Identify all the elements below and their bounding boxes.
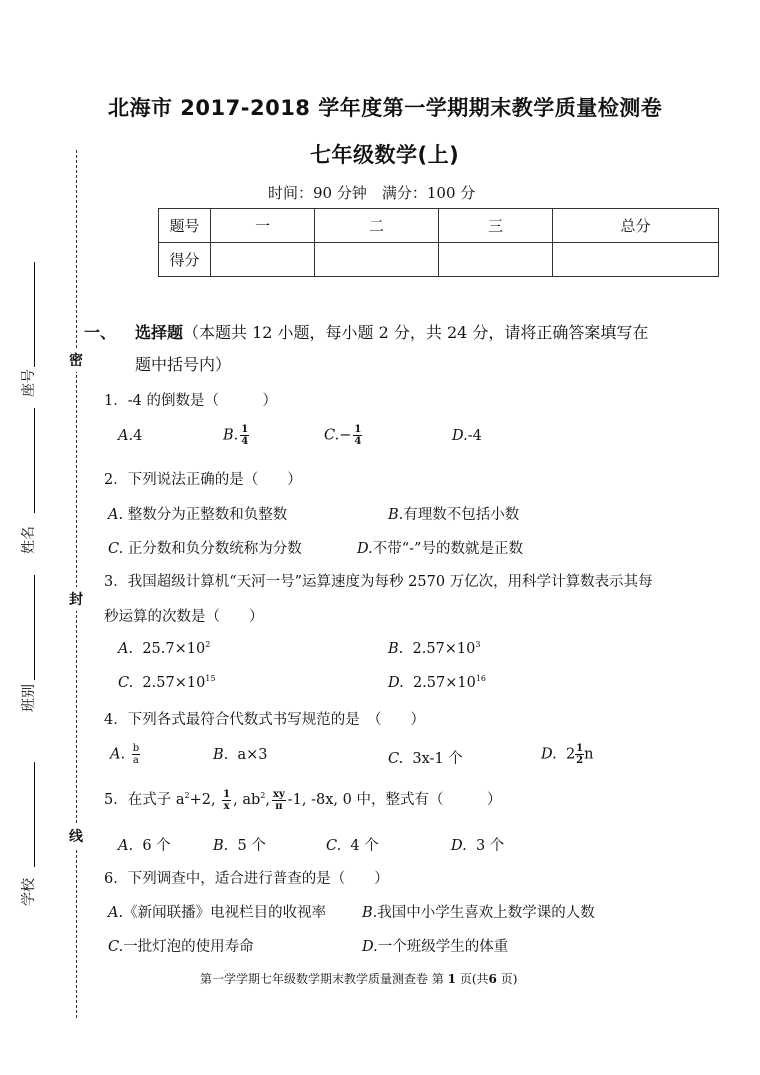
table-cell: 三	[439, 209, 553, 243]
page-number: 1	[447, 972, 457, 986]
fraction-numerator: 1	[354, 424, 362, 435]
q1-option-a[interactable]	[118, 428, 142, 444]
q2-option-c[interactable]	[108, 537, 302, 558]
score-table	[158, 208, 719, 277]
binding-dashed-line	[76, 150, 77, 1018]
option-letter: A.	[108, 905, 124, 921]
option-letter: B.	[362, 905, 378, 921]
option-letter: A.	[118, 428, 134, 444]
option-letter: D.	[362, 939, 378, 955]
footer-text: 页(共	[459, 972, 489, 986]
option-text: 6 个	[142, 838, 171, 854]
option-text: 3 个	[475, 838, 505, 854]
exponent: 2	[184, 791, 190, 801]
option-text: 《新闻联播》电视栏目的收视率	[123, 905, 327, 921]
page-footer	[200, 970, 517, 987]
option-text: a×3	[237, 747, 268, 763]
name-label: 姓名	[21, 526, 37, 554]
option-letter: D.	[357, 541, 373, 557]
fraction-denominator: 4	[241, 436, 249, 447]
score-input-cell[interactable]	[315, 243, 439, 277]
option-letter: D.	[388, 674, 404, 691]
section-heading	[135, 320, 648, 343]
fraction	[353, 424, 362, 447]
question-3-stem: 3．我国超级计算机“天河一号”运算速度为每秒 2570 万亿次，用科学计算数表示其每	[104, 574, 653, 590]
option-letter: D.	[541, 746, 557, 763]
name-blank[interactable]	[34, 408, 35, 513]
option-text: -4	[467, 428, 482, 444]
option-text: 3x-1 个	[412, 751, 463, 767]
seal-char-feng: 封	[69, 587, 83, 611]
footer-text: 页)	[500, 972, 518, 986]
option-letter: A.	[118, 838, 134, 854]
q4-option-b[interactable]	[213, 747, 268, 763]
fraction	[132, 743, 140, 766]
q3-option-b[interactable]	[388, 640, 480, 657]
option-text: n	[584, 746, 594, 763]
option-text: 4 个	[350, 838, 379, 854]
option-letter: A.	[118, 640, 134, 657]
q1-option-b[interactable]	[223, 424, 251, 447]
option-text: 一批灯泡的使用寿命	[123, 939, 254, 955]
q3-option-d[interactable]	[388, 674, 486, 691]
fraction	[240, 424, 249, 447]
question-3-stem-cont: 秒运算的次数是（ ）	[104, 609, 264, 625]
exponent: 3	[475, 640, 481, 649]
option-text: 5 个	[237, 838, 266, 854]
stem-text: , ab	[233, 792, 261, 808]
exam-title: 北海市 2017-2018 学年度第一学期期末教学质量检测卷	[108, 96, 663, 120]
option-text: −	[339, 427, 352, 444]
option-text: 一个班级学生的体重	[377, 939, 509, 955]
seal-char-xian: 线	[69, 824, 83, 848]
table-cell: 得分	[159, 243, 211, 277]
q1-option-c[interactable]	[324, 424, 364, 447]
option-letter: A.	[110, 746, 126, 763]
option-text: 4	[133, 428, 143, 444]
option-letter: C.	[388, 751, 404, 767]
stem-text: -1, -8x, 0 中，整式有（ ）	[287, 792, 502, 808]
fraction-numerator: 1	[223, 788, 231, 800]
q5-option-a[interactable]	[118, 834, 171, 855]
option-text: 25.7×10	[142, 640, 206, 657]
fraction-numerator: 1	[241, 424, 249, 435]
question-6-stem: 6．下列调查中，适合进行普查的是（ ）	[104, 871, 389, 887]
stem-text: 5．在式子 a	[104, 792, 185, 808]
q6-option-b[interactable]	[362, 901, 595, 922]
option-text: 正分数和负分数统称为分数	[127, 541, 302, 557]
seat-number-label: 座号	[21, 369, 37, 397]
table-cell: 二	[315, 209, 439, 243]
q5-option-b[interactable]	[213, 834, 266, 855]
fraction-denominator: a	[132, 755, 139, 766]
section-number: 一、	[84, 323, 117, 342]
score-input-cell[interactable]	[439, 243, 553, 277]
question-1-stem: 1．-4 的倒数是（ ）	[104, 393, 277, 409]
score-input-cell[interactable]	[553, 243, 719, 277]
footer-text: 第一学学期七年级数学期末教学质量测查卷 第	[200, 972, 444, 986]
total-pages: 6	[488, 972, 497, 986]
question-4-stem: 4．下列各式最符合代数式书写规范的是 （ ）	[104, 712, 425, 728]
option-text: 2.57×10	[142, 674, 206, 691]
section-description-cont: 题中括号内）	[135, 355, 232, 374]
option-text: 有理数不包括小数	[403, 507, 520, 523]
time-info: 时间：90 分钟 满分：100 分	[268, 184, 476, 202]
fraction-numerator: xy	[273, 788, 285, 800]
q5-option-c[interactable]	[326, 834, 379, 855]
q4-option-c[interactable]	[388, 747, 463, 768]
seal-char-mi: 密	[69, 348, 83, 372]
fraction	[222, 789, 231, 812]
option-letter: C.	[108, 939, 124, 955]
exponent: 15	[205, 674, 216, 683]
q2-option-d[interactable]	[357, 537, 523, 558]
fraction-denominator: π	[275, 800, 283, 812]
q4-option-d[interactable]	[541, 743, 593, 766]
score-table-row	[159, 209, 719, 243]
score-input-cell[interactable]	[211, 243, 315, 277]
fraction-numerator: b	[132, 743, 140, 754]
fraction	[575, 743, 584, 766]
option-letter: D.	[452, 428, 468, 444]
q3-option-c[interactable]	[118, 674, 215, 691]
option-text: 整数分为正整数和负整数	[127, 507, 288, 523]
question-5-stem	[104, 788, 501, 812]
score-table-row	[159, 243, 719, 277]
option-letter: B.	[388, 507, 404, 523]
stem-text: +2,	[189, 792, 216, 808]
table-cell: 总分	[553, 209, 719, 243]
seat-number-blank[interactable]	[34, 262, 35, 367]
option-letter: A.	[108, 507, 124, 523]
q6-option-a[interactable]	[108, 901, 326, 922]
option-letter: C.	[324, 427, 340, 444]
exponent: 2	[205, 640, 211, 649]
q6-option-d[interactable]	[362, 935, 508, 956]
option-text: 2.57×10	[412, 674, 476, 691]
option-letter: D.	[451, 838, 467, 854]
fraction-denominator: x	[223, 800, 230, 812]
option-letter: B.	[388, 640, 404, 657]
table-cell: 一	[211, 209, 315, 243]
school-blank[interactable]	[34, 762, 35, 867]
q5-option-d[interactable]	[451, 834, 504, 855]
option-letter: B.	[213, 747, 229, 763]
option-text: 2.57×10	[412, 640, 476, 657]
q3-option-a[interactable]	[118, 640, 210, 657]
question-2-stem: 2．下列说法正确的是（ ）	[104, 472, 302, 488]
option-text: 不带“-”号的数就是正数	[372, 541, 523, 557]
class-blank[interactable]	[34, 575, 35, 680]
section-description: （本题共 12 小题，每小题 2 分，共 24 分，请将正确答案填写在	[183, 323, 649, 342]
option-letter: C.	[118, 674, 134, 691]
q2-option-b[interactable]	[388, 503, 519, 524]
option-letter: B.	[223, 427, 239, 444]
q1-option-d[interactable]	[452, 428, 482, 444]
q4-option-a[interactable]	[110, 743, 142, 766]
stem-text: ,	[265, 792, 270, 808]
mixed-number-integer: 2	[565, 746, 576, 763]
school-label: 学校	[21, 878, 37, 906]
exponent: 16	[475, 674, 487, 683]
option-text: 我国中小学生喜欢上数学课的人数	[377, 905, 595, 921]
class-label: 班别	[21, 684, 37, 712]
fraction-denominator: 2	[576, 755, 584, 766]
option-letter: C.	[326, 838, 342, 854]
exam-subtitle: 七年级数学(上)	[310, 143, 460, 167]
option-letter: C.	[108, 541, 124, 557]
q6-option-c[interactable]	[108, 935, 254, 956]
fraction-denominator: 4	[354, 436, 362, 447]
table-cell: 题号	[159, 209, 211, 243]
fraction-numerator: 1	[576, 743, 584, 754]
section-title: 选择题	[135, 323, 184, 342]
exponent: 2	[260, 791, 266, 801]
fraction	[272, 789, 286, 812]
option-letter: B.	[213, 838, 229, 854]
q2-option-a[interactable]	[108, 503, 287, 524]
